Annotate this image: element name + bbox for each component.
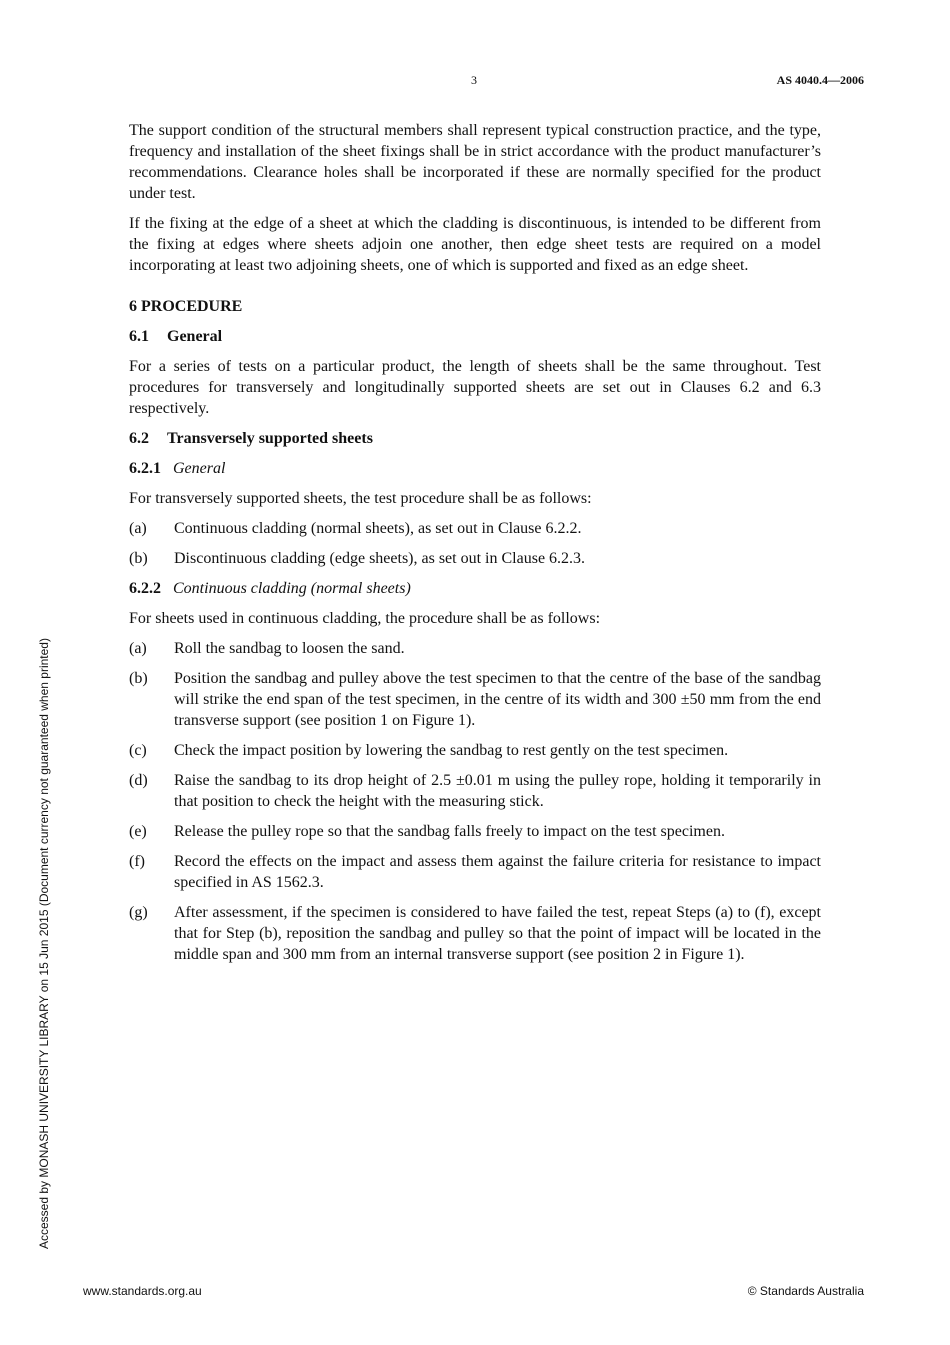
list-item [129,668,821,731]
list-item [129,770,821,812]
section-number: 6.2 [129,430,149,447]
section-title: General [167,328,223,345]
page-number: 3 [471,73,477,87]
footer-website-link[interactable]: www.standards.org.au [83,1284,202,1298]
list-item [129,518,821,539]
list-item-label: (e) [129,823,147,840]
access-watermark: Accessed by MONASH UNIVERSITY LIBRARY on 15 Jun 2015 (Document currency not guaranteed when printed) [37,638,51,1249]
list-item-text: Record the effects on the impact and assess them against the failure criteria for resistance to impact specified in AS 1562.3. [174,853,821,891]
list-item [129,638,821,659]
section-6-2-heading [129,428,821,449]
list-item [129,902,821,965]
list-item-text: Raise the sandbag to its drop height of 2.5 ±0.01 m using the pulley rope, holding it temporarily in that position to check the height with the measuring stick. [174,772,821,810]
list-item [129,821,821,842]
section-title: Continuous cladding (normal sheets) [173,580,411,597]
section-title: Transversely supported sheets [167,430,373,447]
list-item-label: (a) [129,640,147,657]
list-item-text: Position the sandbag and pulley above the test specimen to that the centre of the base of the sandbag will strike the end span of the test specimen, in the centre of its width and 300 ±50 mm from the end transverse support (see position 1 on Figure 1). [174,670,821,729]
list-item [129,851,821,893]
section-6-2-1-heading [129,458,821,479]
section-6-1-text: For a series of tests on a particular product, the length of sheets shall be the same throughout. Test procedures for transversely and longitudinally supported sheets are set out in Clauses 6.2 and 6.3 respectively. [129,358,821,417]
list-item-text: Release the pulley rope so that the sandbag falls freely to impact on the test specimen. [174,823,725,840]
section-6-2-2-heading [129,578,821,599]
section-number: 6.2.1 [129,460,161,477]
section-number: 6.1 [129,328,149,345]
list-item-label: (c) [129,742,147,759]
list-item-label: (d) [129,772,148,789]
section-6-2-2-intro: For sheets used in continuous cladding, the procedure shall be as follows: [129,610,601,627]
list-item-label: (a) [129,520,147,537]
document-id: AS 4040.4—2006 [776,73,864,87]
list-item [129,548,821,569]
section-title: General [173,460,226,477]
section-number: 6.2.2 [129,580,161,597]
list-item-label: (b) [129,550,148,567]
list-item-text: Discontinuous cladding (edge sheets), as set out in Clause 6.2.3. [174,550,586,567]
section-6-1-heading [129,326,821,347]
list-item-text: After assessment, if the specimen is considered to have failed the test, repeat Steps (a) to (f), except that for Step (b), reposition the sandbag and pulley so that the point of impact will be located in the middle span and 300 mm from an internal transverse support (see position 2 in Figure 1). [174,904,821,963]
section-6-heading: 6 PROCEDURE [129,298,243,315]
section-6-2-1-intro: For transversely supported sheets, the test procedure shall be as follows: [129,490,592,507]
list-item-label: (g) [129,904,148,921]
list-item-label: (f) [129,853,145,870]
list-item-label: (b) [129,670,148,687]
list-item [129,740,821,761]
list-item-text: Continuous cladding (normal sheets), as set out in Clause 6.2.2. [174,520,582,537]
list-item-text: Roll the sandbag to loosen the sand. [174,640,405,657]
intro-paragraph-2: If the fixing at the edge of a sheet at which the cladding is discontinuous, is intended to be different from the fixing at edges where sheets adjoin one another, then edge sheet tests are required on a model incorporating at least two adjoining sheets, one of which is supported and fixed as an edge sheet. [129,215,821,274]
footer-copyright: © Standards Australia [747,1284,864,1298]
list-item-text: Check the impact position by lowering the sandbag to rest gently on the test specimen. [174,742,729,759]
intro-paragraph-1: The support condition of the structural members shall represent typical construction practice, and the type, frequency and installation of the sheet fixings shall be in strict accordance with the product manufacturer’s recommendations. Clearance holes shall be incorporated if these are normally specified for the product under test. [129,122,821,202]
page-content [129,120,821,974]
